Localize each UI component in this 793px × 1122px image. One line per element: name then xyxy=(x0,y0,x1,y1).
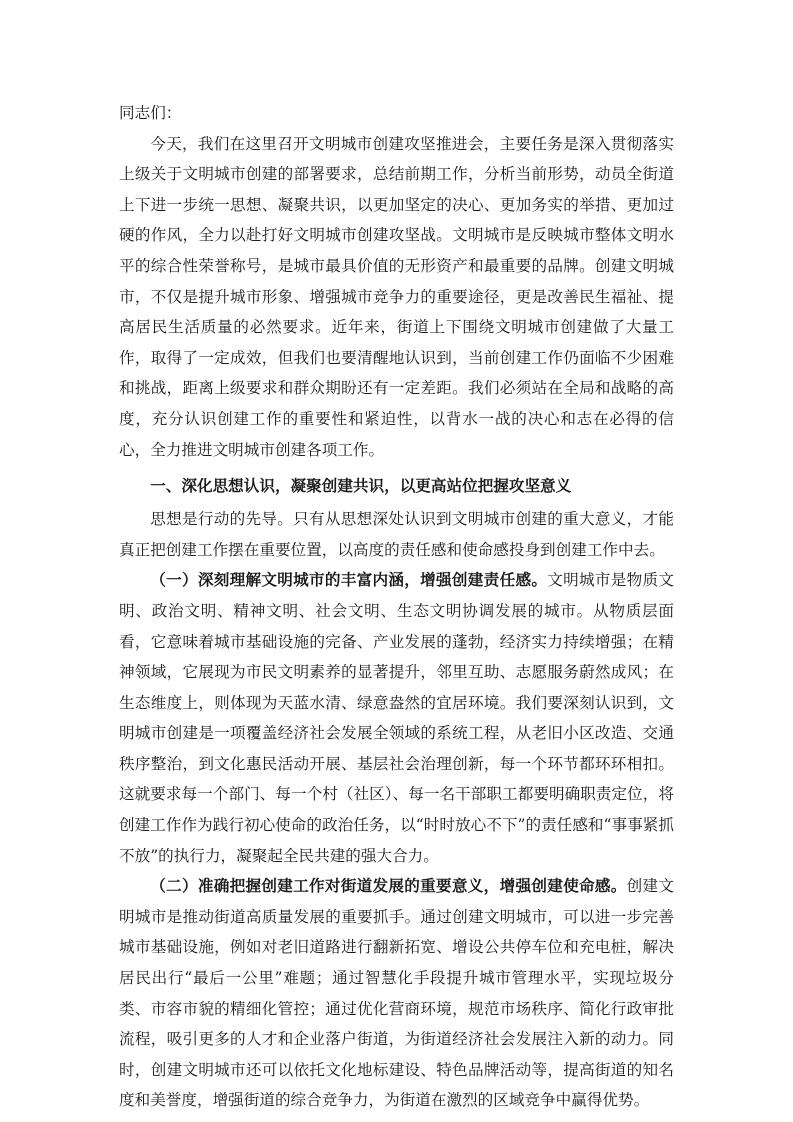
subsection-lead-1: （一）深刻理解文明城市的丰富内涵，增强创建责任感。 xyxy=(150,570,548,590)
subsection-lead-2: （二）准确把握创建工作对街道发展的重要意义，增强创建使命感。 xyxy=(150,876,627,896)
section-intro-paragraph: 思想是行动的先导。只有从思想深处认识到文明城市创建的重大意义，才能真正把创建工作摆在重要位置，以高度的责任感和使命感投身到创建工作中去。 xyxy=(119,510,674,559)
subsection-paragraph-2 xyxy=(119,871,674,1116)
subsection-body-1: 文明城市是物质文明、政治文明、精神文明、社会文明、生态文明协调发展的城市。从物质层面看，它意味着城市基础设施的完备、产业发展的蓬勃，经济实力持续增强；在精神领域，它展现为市民文明素养的显著提升，邻里互助、志愿服务蔚然成风；在生态维度上，则体现为天蓝水清、绿意盎然的宜居环境。我们要深刻认识到，文明城市创建是一项覆盖经济社会发展全领域的系统工程，从老旧小区改造、交通秩序整治，到文化惠民活动开展、基层社会治理创新，每一个环节都环环相扣。这就要求每一个部门、每一个村（社区）、每一名干部职工都要明确职责定位，将创建工作作为践行初心使命的政治任务，以“时时放心不下”的责任感和“事事紧抓不放”的执行力，凝聚起全民共建的强大合力。 xyxy=(119,571,674,865)
document-body xyxy=(119,98,674,1116)
section-heading: 一、深化思想认识，凝聚创建共识，以更高站位把握攻坚意义 xyxy=(150,476,572,496)
subsection-paragraph-1 xyxy=(119,565,674,871)
salutation: 同志们： xyxy=(119,104,182,122)
intro-paragraph: 今天，我们在这里召开文明城市创建攻坚推进会，主要任务是深入贯彻落实上级关于文明城市创建的部署要求，总结前期工作，分析当前形势，动员全街道上下进一步统一思想、凝聚共识，以更加坚定的决心、更加务实的举措、更加过硬的作风，全力以赴打好文明城市创建攻坚战。文明城市是反映城市整体文明水平的综合性荣誉称号，是城市最具价值的无形资产和最重要的品牌。创建文明城市，不仅是提升城市形象、增强城市竞争力的重要途径，更是改善民生福祉、提高居民生活质量的必然要求。近年来，街道上下围绕文明城市创建做了大量工作，取得了一定成效，但我们也要清醒地认识到，当前创建工作仍面临不少困难和挑战，距离上级要求和群众期盼还有一定差距。我们必须站在全局和战略的高度，充分认识创建工作的重要性和紧迫性，以背水一战的决心和志在必得的信心，全力推进文明城市创建各项工作。 xyxy=(119,134,674,459)
subsection-body-2: 创建文明城市是推动街道高质量发展的重要抓手。通过创建文明城市，可以进一步完善城市基础设施，例如对老旧道路进行翻新拓宽、增设公共停车位和充电桩，解决居民出行“最后一公里”难题；通过智慧化手段提升城市管理水平，实现垃圾分类、市容市貌的精细化管控；通过优化营商环境，规范市场秩序、简化行政审批流程，吸引更多的人才和企业落户街道，为街道经济社会发展注入新的动力。同时，创建文明城市还可以依托文化地标建设、特色品牌活动等，提高街道的知名度和美誉度，增强街道的综合竞争力，为街道在激烈的区域竞争中赢得优势。 xyxy=(119,877,674,1110)
